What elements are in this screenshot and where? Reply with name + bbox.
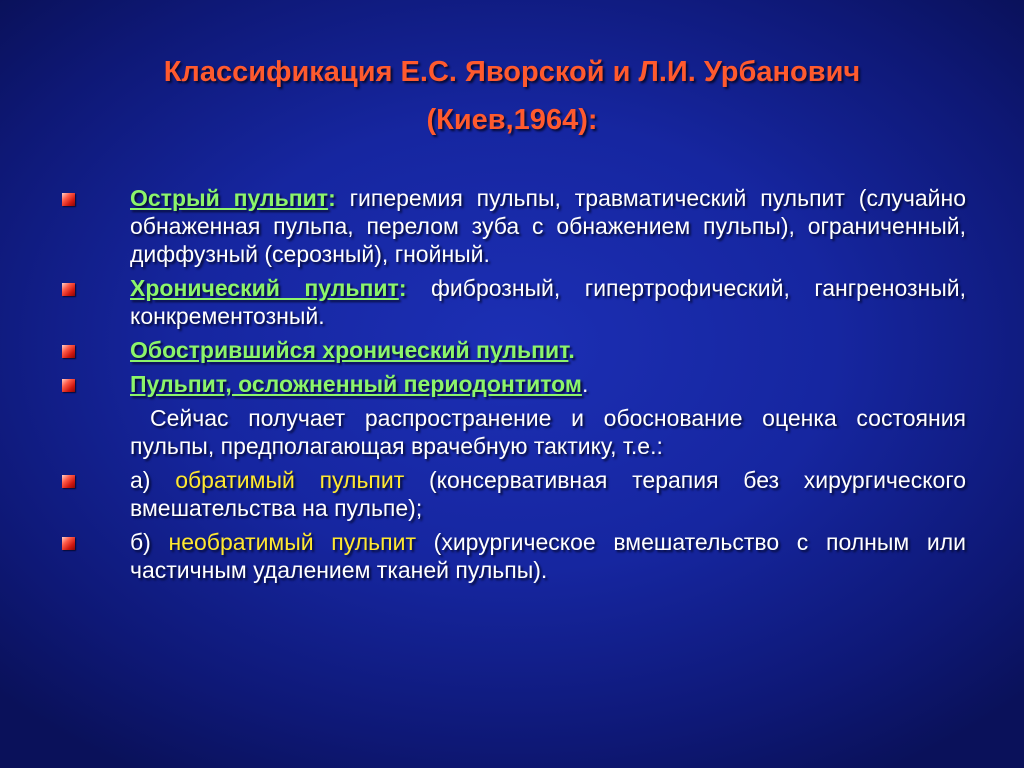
title-line-1: Классификация Е.С. Яворской и Л.И. Урбанович — [163, 56, 861, 88]
slide-title — [60, 48, 964, 144]
square-bullet-icon — [62, 537, 75, 550]
option-description: (хирургическое вмешательство с полным или частичным удалением тканей пульпы). — [130, 529, 966, 583]
term-complicated-pulpitis: Пульпит, осложненный периодонтитом — [130, 371, 582, 397]
bullet-item-complicated — [60, 370, 966, 398]
square-bullet-icon — [62, 283, 75, 296]
square-bullet-icon — [62, 379, 75, 392]
item-description: фиброзный, гипертрофический, гангренозный, конкрементозный. — [130, 275, 966, 329]
bullet-item-irreversible — [60, 528, 966, 584]
slide-body — [60, 184, 966, 590]
term-acute-pulpitis: Острый пульпит — [130, 185, 329, 211]
term-punct: . — [568, 337, 575, 363]
option-prefix: б) — [130, 529, 169, 555]
title-line-2: (Киев,1964): — [426, 104, 598, 136]
option-description: (консервативная терапия без хирургического вмешательства на пульпе); — [130, 467, 966, 521]
bullet-item-acute — [60, 184, 966, 268]
term-reversible-pulpitis: обратимый пульпит — [175, 467, 405, 493]
term-punct: . — [581, 371, 589, 397]
explanatory-paragraph: Сейчас получает распространение и обоснование оценка состояния пульпы, предполагающая врачебную тактику, т.е.: — [130, 405, 966, 459]
square-bullet-icon — [62, 345, 75, 358]
term-punct: : — [328, 185, 336, 211]
bullet-item-exacerbated — [60, 336, 966, 364]
item-description: гиперемия пульпы, травматический пульпит (случайно обнаженная пульпа, перелом зуба с обнажением пульпы), ограниченный, диффузный (серозный), гнойный. — [130, 185, 966, 267]
term-exacerbated-pulpitis: Обострившийся хронический пульпит — [130, 337, 569, 363]
bullet-item-reversible — [60, 466, 966, 522]
term-chronic-pulpitis: Хронический пульпит — [130, 275, 399, 301]
square-bullet-icon — [62, 475, 75, 488]
option-prefix: а) — [130, 467, 176, 493]
term-punct: : — [398, 275, 407, 301]
square-bullet-icon — [62, 193, 75, 206]
bullet-item-chronic — [60, 274, 966, 330]
term-irreversible-pulpitis: необратимый пульпит — [168, 529, 416, 555]
